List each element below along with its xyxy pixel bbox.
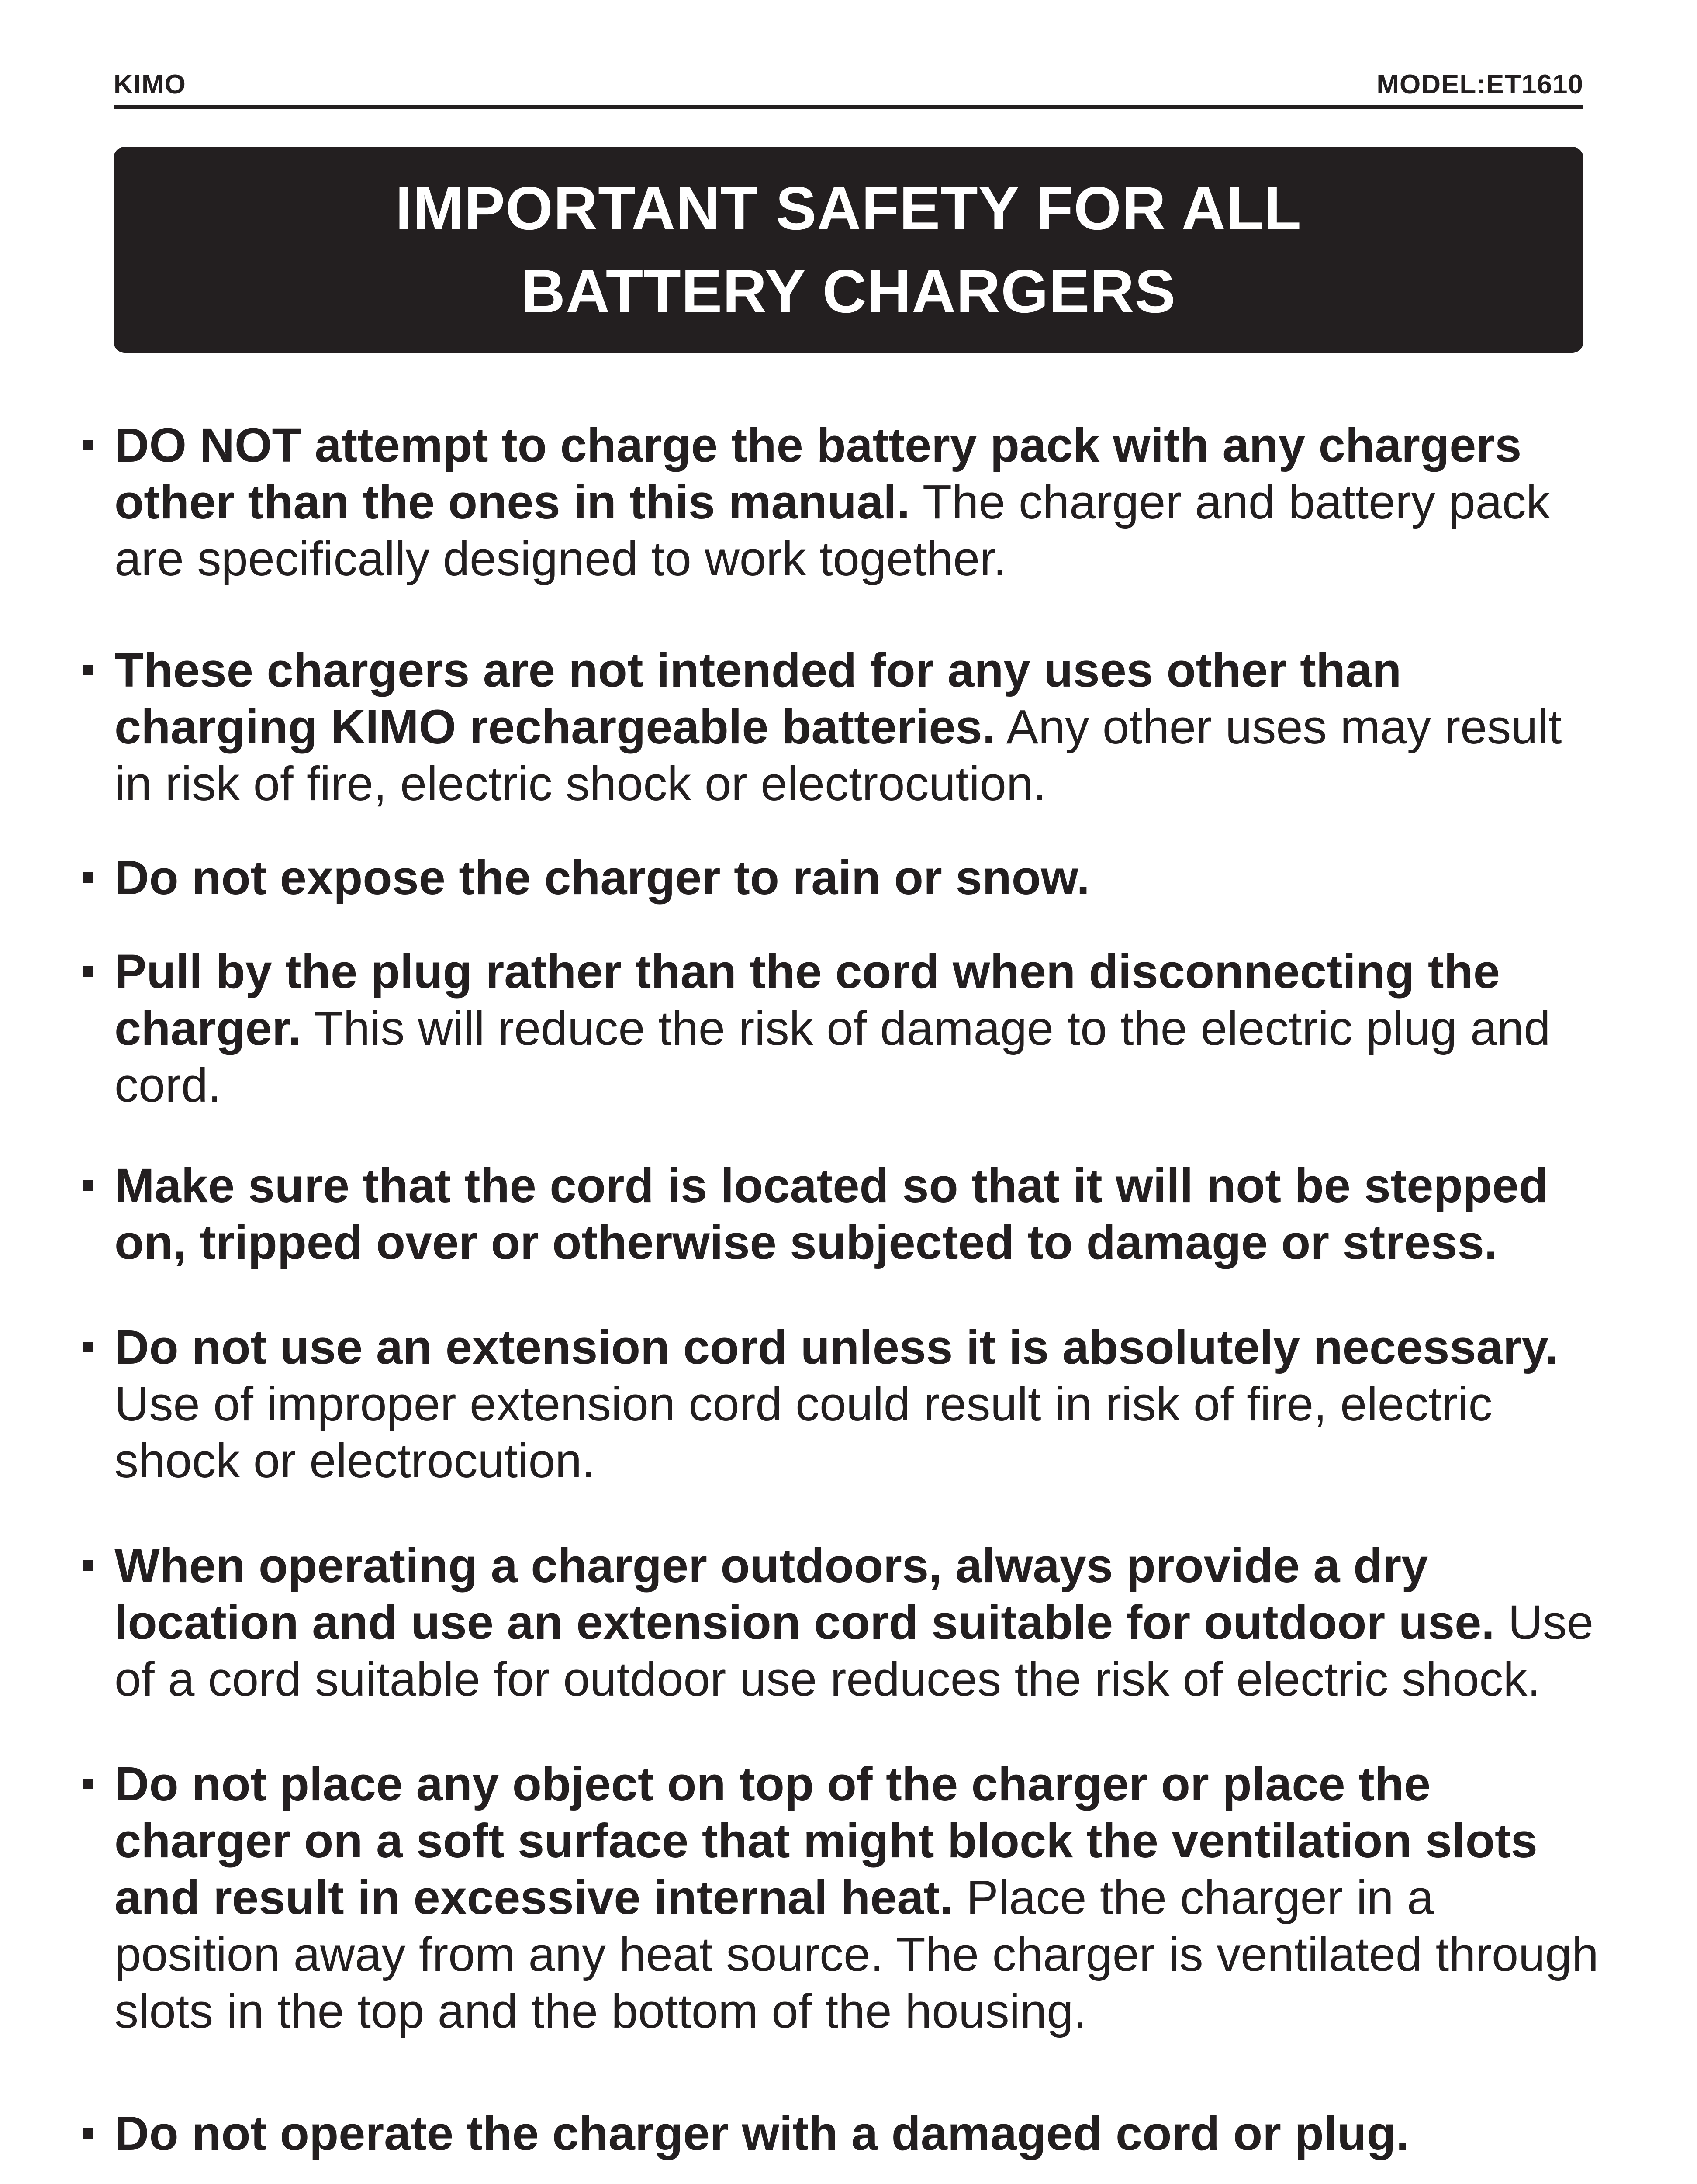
safety-item-bold: Do not place any object on top of the charger or place the charger on a soft surface that might block the ventilation slots and result in excessive internal heat.	[114, 1757, 1538, 1925]
bullet-marker	[83, 1779, 93, 1789]
safety-item	[83, 1319, 1612, 1489]
bullet-marker	[83, 1342, 93, 1352]
bullet-marker	[83, 440, 93, 450]
safety-item	[83, 642, 1612, 812]
title-line-2: BATTERY CHARGERS	[521, 257, 1176, 325]
safety-item-text: Any other uses may result in risk of fire, electric shock or electrocution.	[114, 700, 1562, 811]
safety-item	[83, 417, 1612, 587]
safety-item-bold: Pull by the plug rather than the cord when disconnecting the charger.	[114, 945, 1500, 1055]
safety-item-bold: When operating a charger outdoors, always provide a dry location and use an extension cord suitable for outdoor use.	[114, 1539, 1495, 1649]
safety-item	[83, 1756, 1612, 2040]
bullet-marker	[83, 1560, 93, 1571]
safety-item-text: Use of a cord suitable for outdoor use reduces the risk of electric shock.	[114, 1596, 1594, 1706]
bullet-marker	[83, 665, 93, 675]
safety-item-bold: Make sure that the cord is located so that it will not be stepped on, tripped over or otherwise subjected to damage or stress.	[114, 1159, 1548, 1269]
safety-item	[83, 943, 1612, 1114]
title-banner	[114, 147, 1583, 353]
bullet-marker	[83, 966, 93, 977]
safety-item	[83, 1538, 1612, 1708]
bullet-marker	[83, 2128, 93, 2139]
safety-item-bold: Do not operate the charger with a damaged cord or plug.	[114, 2107, 1410, 2160]
safety-item-text: This will reduce the risk of damage to the electric plug and cord.	[114, 1002, 1551, 1112]
safety-item-bold: These chargers are not intended for any uses other than charging KIMO rechargeable batteries.	[114, 643, 1402, 754]
model-number: MODEL:ET1610	[1376, 69, 1583, 100]
safety-item-bold: DO NOT attempt to charge the battery pack with any chargers other than the ones in this manual.	[114, 418, 1522, 529]
brand-name: KIMO	[114, 69, 186, 100]
safety-item	[83, 2105, 1612, 2162]
bullet-marker	[83, 1180, 93, 1191]
safety-item	[83, 850, 1612, 906]
safety-item-text: Use of improper extension cord could result in risk of fire, electric shock or electrocution.	[114, 1377, 1493, 1488]
page-header	[114, 66, 1583, 109]
title-line-1: IMPORTANT SAFETY FOR ALL	[395, 174, 1302, 242]
safety-list	[83, 417, 1612, 2162]
safety-item-text: The charger and battery pack are specifically designed to work together.	[114, 475, 1550, 586]
safety-item	[83, 1158, 1612, 1271]
safety-item-bold: Do not use an extension cord unless it is absolutely necessary.	[114, 1320, 1559, 1374]
bullet-marker	[83, 872, 93, 883]
safety-item-bold: Do not expose the charger to rain or snow.	[114, 851, 1090, 905]
safety-item-text: Place the charger in a position away from any heat source. The charger is ventilated through slots in the top and the bottom of the housing.	[114, 1871, 1599, 2038]
